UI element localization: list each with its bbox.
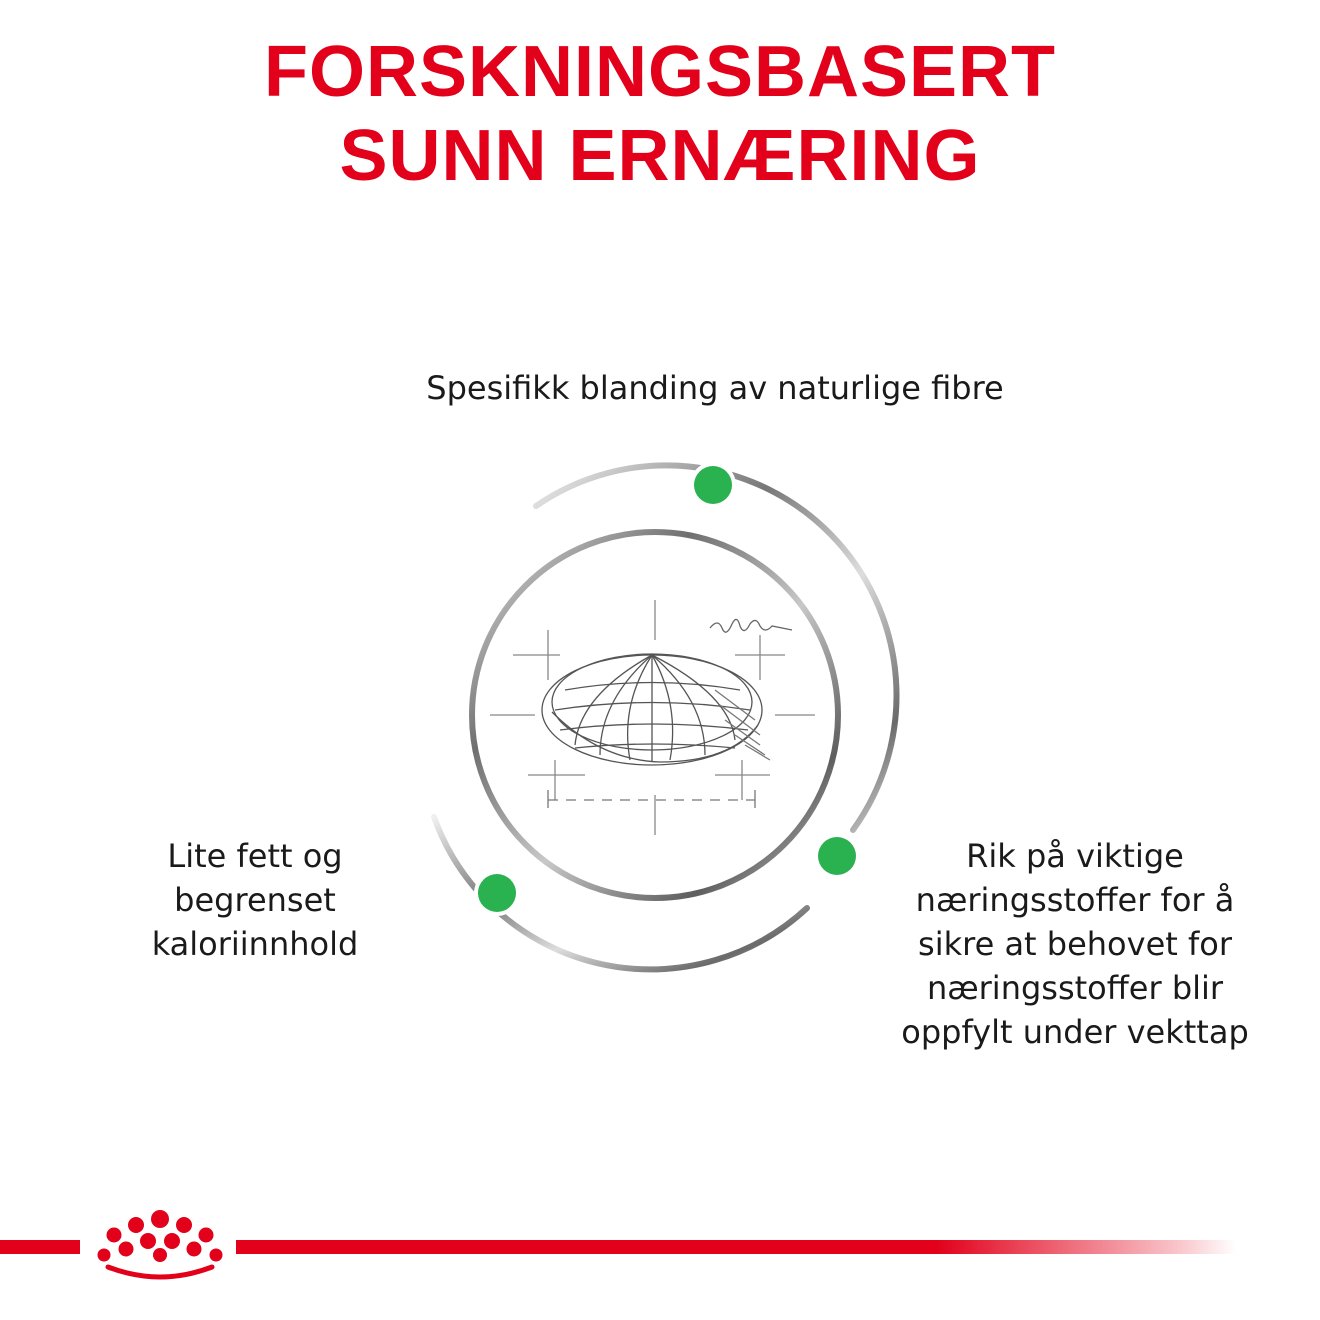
benefit-nutrients-line: næringsstoffer blir: [926, 969, 1224, 1007]
green-dot-icon: [814, 833, 860, 879]
brand-band-right: [236, 1240, 1236, 1254]
benefit-fibre: Spesifikk blanding av naturlige fibre: [426, 369, 1004, 407]
benefit-low-fat-line: Lite fett og: [167, 837, 343, 875]
benefit-nutrients-line: næringsstoffer for å: [915, 881, 1235, 919]
benefit-low-fat-line: kaloriinnhold: [151, 925, 359, 963]
benefit-nutrients-line: Rik på viktige: [966, 837, 1184, 875]
benefit-low-fat-line: begrenset: [174, 881, 336, 919]
kibble-sketch-icon: [490, 600, 815, 835]
green-dot-icon: [690, 462, 736, 508]
title-line-2: SUNN ERNÆRING: [339, 116, 981, 196]
benefit-nutrients-line: sikre at behovet for: [918, 925, 1232, 963]
title-line-1: FORSKNINGSBASERT: [263, 32, 1057, 112]
benefit-nutrients-line: oppfylt under vekttap: [901, 1013, 1249, 1051]
green-dot-icon: [474, 870, 520, 916]
royal-crown-logo: [90, 1205, 230, 1285]
brand-band-left: [0, 1240, 80, 1254]
